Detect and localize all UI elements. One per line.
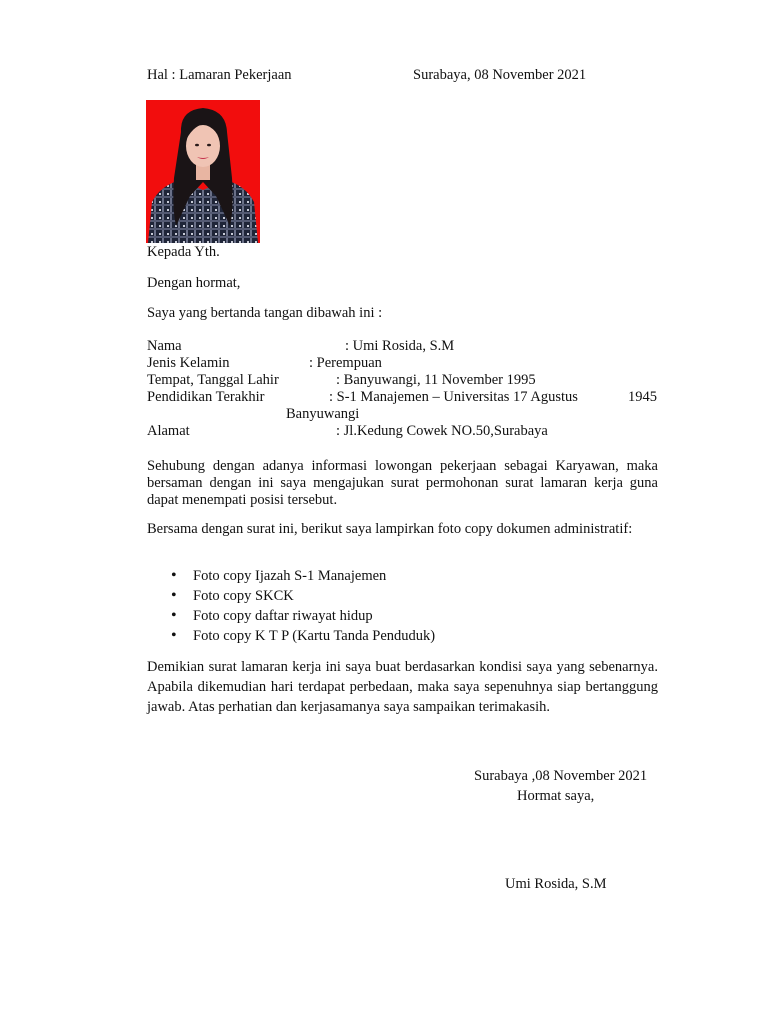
address-value: : Jl.Kedung Cowek NO.50,Surabaya <box>336 423 548 439</box>
gender-value: : Perempuan <box>309 355 382 371</box>
letter-date: Surabaya, 08 November 2021 <box>413 67 587 83</box>
letter-subject: Hal : Lamaran Pekerjaan <box>147 67 292 83</box>
address-label: Alamat <box>147 423 190 439</box>
attachments-list <box>147 566 435 646</box>
list-item: • Foto copy Ijazah S-1 Manajemen <box>147 566 435 586</box>
education-value-end: 1945 <box>628 389 657 405</box>
education-value: : S-1 Manajemen – Universitas 17 Agustus <box>329 389 578 405</box>
closing-paragraph: Demikian surat lamaran kerja ini saya buat berdasarkan kondisi saya yang sebenarnya. Apabila dikemudian hari terdapat perbedaan, maka saya sepenuhnya siap bertanggung jawab. Atas perhatian dan kerjasamanya saya sampaikan terimakasih. <box>147 659 658 715</box>
birth-label: Tempat, Tanggal Lahir <box>147 372 279 388</box>
addressee: Kepada Yth. <box>147 244 220 260</box>
list-item: • Foto copy K T P (Kartu Tanda Penduduk) <box>147 626 435 646</box>
education-label: Pendidikan Terakhir <box>147 389 265 405</box>
signature-name: Umi Rosida, S.M <box>505 876 607 892</box>
greeting: Dengan hormat, <box>147 275 241 291</box>
name-value: : Umi Rosida, S.M <box>345 338 455 354</box>
purpose-paragraph: Sehubung dengan adanya informasi lowongan pekerjaan sebagai Karyawan, maka bersaman dengan ini saya mengajukan surat permohonan surat lamaran kerja guna dapat menempati posisi tersebut. <box>147 458 658 508</box>
gender-label: Jenis Kelamin <box>147 355 230 371</box>
signature-closing: Hormat saya, <box>517 788 595 804</box>
attachments-intro-paragraph: Bersama dengan surat ini, berikut saya lampirkan foto copy dokumen administratif: <box>147 521 633 537</box>
list-item: • Foto copy daftar riwayat hidup <box>147 606 435 626</box>
applicant-photo <box>146 100 260 243</box>
birth-value: : Banyuwangi, 11 November 1995 <box>336 372 536 388</box>
name-label: Nama <box>147 338 182 354</box>
signature-date: Surabaya ,08 November 2021 <box>474 768 648 784</box>
intro-line: Saya yang bertanda tangan dibawah ini : <box>147 305 383 321</box>
education-value-continued: Banyuwangi <box>286 406 360 422</box>
list-item: • Foto copy SKCK <box>147 586 435 606</box>
